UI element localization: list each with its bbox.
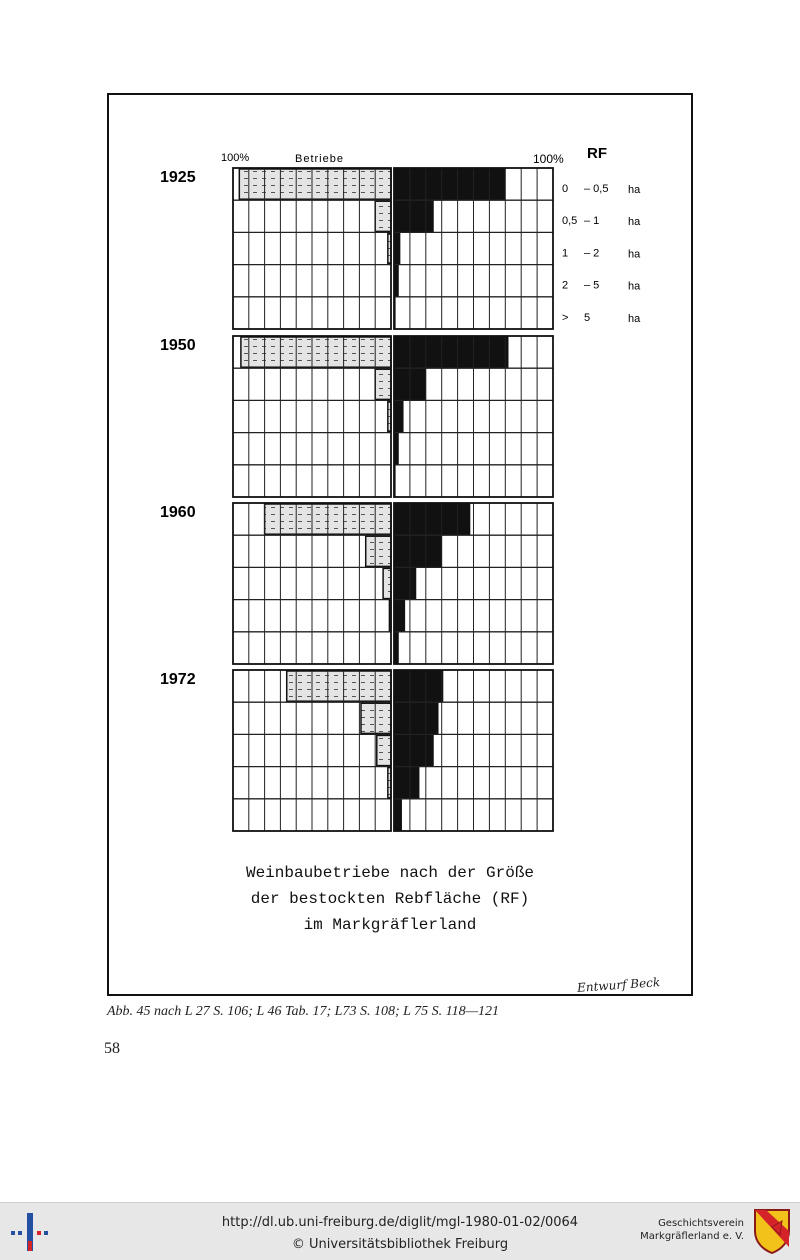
year-label-1972: 1972	[160, 671, 196, 688]
rebflaeche-bar	[394, 567, 416, 599]
legend-category-from: 1	[562, 247, 569, 260]
caption-line-1: Weinbaubetriebe nach der Größe	[245, 864, 535, 882]
rebflaeche-bar	[394, 600, 405, 632]
rebflaeche-bar	[394, 799, 402, 831]
rebflaeche-bar	[394, 503, 470, 535]
footer-url-link[interactable]: http://dl.ub.uni-freiburg.de/diglit/mgl-1980-01-02/0064	[221, 1215, 579, 1230]
rebflaeche-bar	[394, 734, 434, 766]
rebflaeche-bar	[394, 535, 442, 567]
legend-category-unit: ha	[628, 216, 641, 229]
header-right-percent: 100%	[533, 152, 564, 166]
legend-category-to: – 5	[584, 279, 600, 292]
rebflaeche-bar	[394, 767, 419, 799]
legend-category-from: 0	[562, 183, 569, 195]
panel-1972	[160, 670, 553, 831]
betriebe-bar	[375, 369, 391, 399]
rebflaeche-bar	[394, 400, 404, 432]
header-left-label: Betriebe	[295, 153, 344, 165]
rebflaeche-bar	[394, 336, 508, 368]
figure-caption	[200, 860, 580, 938]
rebflaeche-bar	[394, 702, 439, 734]
legend-title: RF	[587, 145, 607, 162]
betriebe-bar	[366, 536, 391, 566]
year-label-1950: 1950	[160, 337, 196, 354]
legend-category-unit: ha	[628, 312, 641, 325]
rebflaeche-bar	[394, 168, 505, 200]
footer-bar	[0, 1202, 800, 1260]
panel-1925	[160, 168, 553, 329]
legend-category-from: 0,5	[562, 215, 578, 228]
legend-category-unit: ha	[628, 280, 641, 293]
rebflaeche-bar	[394, 670, 443, 702]
betriebe-bar	[375, 201, 391, 231]
year-label-1925: 1925	[160, 169, 196, 186]
society-name	[640, 1217, 744, 1243]
header-left-percent: 100%	[221, 152, 250, 164]
legend-category-to: – 0,5	[584, 183, 609, 195]
betriebe-bar	[361, 703, 391, 733]
page-number: 58	[104, 1040, 120, 1057]
caption-line-3: im Markgräflerland	[303, 916, 477, 934]
society-crest-icon[interactable]	[752, 1207, 792, 1255]
betriebe-bar	[383, 568, 391, 598]
society-name-line-1: Geschichtsverein	[658, 1218, 744, 1229]
caption-line-2: der bestockten Rebfläche (RF)	[250, 890, 530, 908]
legend-category-from: >	[562, 311, 569, 324]
society-name-line-2: Markgräflerland e. V.	[640, 1231, 744, 1242]
rebflaeche-bar	[394, 232, 400, 264]
panel-1950	[160, 336, 553, 497]
rebflaeche-bar	[394, 200, 434, 232]
year-label-1960: 1960	[160, 504, 196, 521]
legend-category-to: – 2	[584, 247, 600, 260]
legend-category-to: 5	[584, 311, 591, 324]
betriebe-bar	[377, 735, 391, 765]
legend-category-to: – 1	[584, 215, 600, 228]
legend-category-unit: ha	[628, 248, 641, 261]
footer-copyright: © Universitätsbibliothek Freiburg	[291, 1237, 509, 1252]
signature: Entwurf Beck	[576, 975, 661, 995]
betriebe-bar	[239, 169, 391, 199]
panel-1960	[160, 503, 553, 664]
legend-category-unit: ha	[628, 184, 641, 196]
betriebe-bar	[241, 337, 391, 367]
legend-category-from: 2	[562, 279, 569, 292]
source-note: Abb. 45 nach L 27 S. 106; L 46 Tab. 17; L73 S. 108; L 75 S. 118—121	[107, 1004, 500, 1019]
